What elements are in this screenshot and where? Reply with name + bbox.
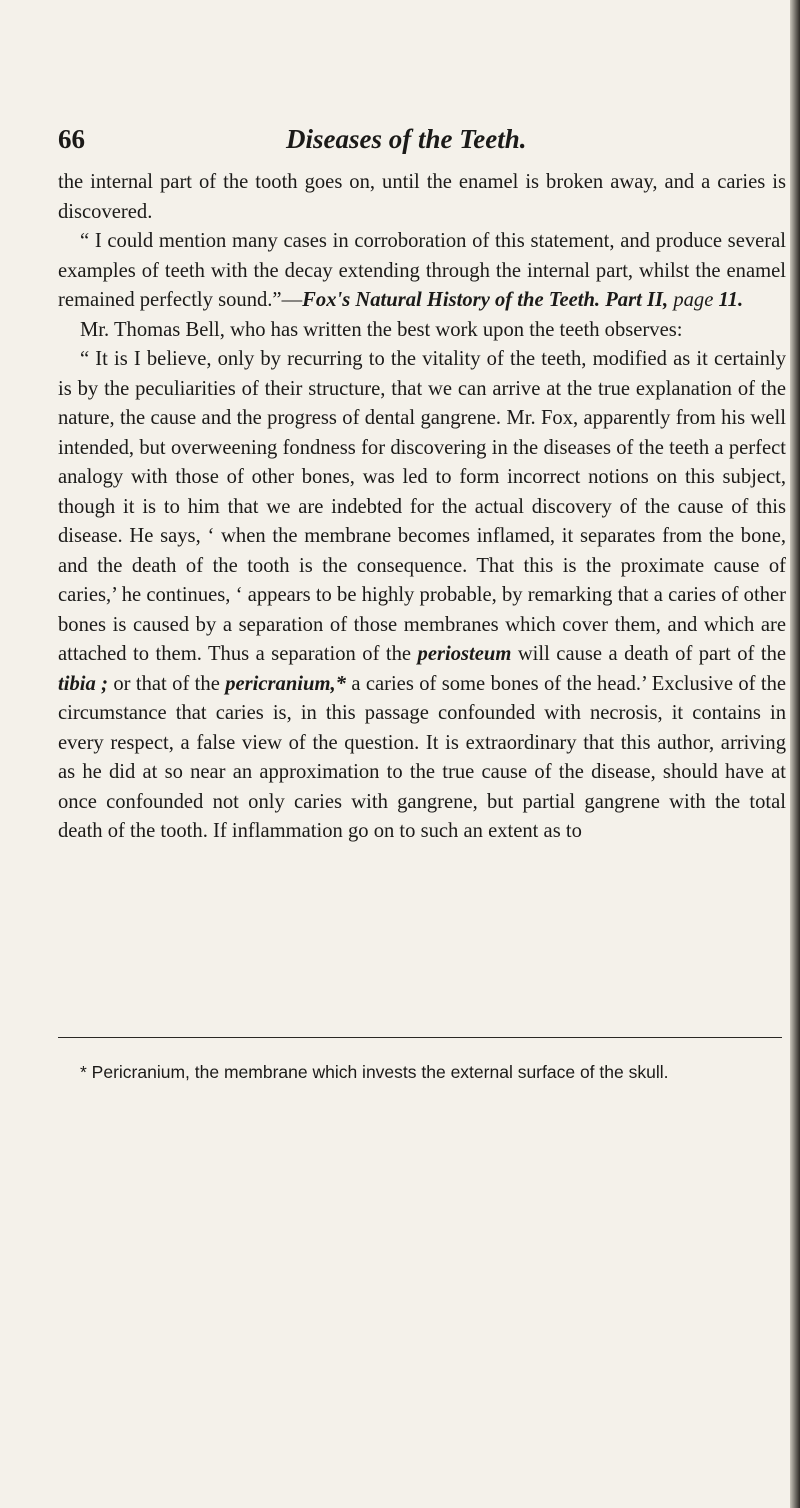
paragraph-3: Mr. Thomas Bell, who has written the best work upon the teeth observes:	[80, 318, 683, 341]
quotation-bell-c: or that of the	[113, 672, 220, 695]
term-tibia: tibia ;	[58, 672, 108, 695]
term-pericranium: pericranium,*	[225, 672, 346, 695]
body-text	[58, 168, 786, 847]
running-head	[58, 124, 786, 160]
running-title: Diseases of the Teeth.	[286, 124, 527, 154]
citation-part: II,	[646, 289, 669, 311]
quotation-bell-d: a caries of some bones of the head.’ Exclusive of the circumstance that caries is, in this passage confounded with necrosis, it contains in every respect, a false view of the question. It is extraordinary that this author, arriving as he did at so near an approximation to the true cause of the disease, should have at once confounded not only caries with gangrene, but partial gangrene with the total death of the tooth. If inflammation go on to such an extent as to	[58, 672, 787, 842]
page-number: 66	[58, 124, 85, 154]
citation-title: Fox's Natural History of the Teeth. Part	[302, 289, 642, 311]
quotation-fox: “ I could mention many cases in corroboration of this statement, and produce several examples of teeth with the decay extending through the internal part, whilst the enamel remained perfectly sound.”—	[58, 230, 786, 311]
page-edge-shadow	[790, 0, 800, 1508]
paragraph-2	[58, 227, 786, 316]
paragraph-1: the internal part of the tooth goes on, until the enamel is broken away, and a caries is discovered.	[58, 171, 786, 223]
footnote-rule	[58, 1037, 782, 1038]
citation-page-number: 11.	[718, 289, 744, 311]
term-periosteum: periosteum	[417, 643, 512, 665]
footnote: * Pericranium, the membrane which invests the external surface of the skull.	[80, 1062, 669, 1082]
quotation-bell-a: “ It is I believe, only by recurring to the vitality of the teeth, modified as it certainly is by the peculiarities of their structure, that we can arrive at the true explanation of the nature, the cause and the progress of dental gangrene. Mr. Fox, apparently from his well intended, but overweening fondness for discovering in the diseases of the teeth a perfect analogy with those of other bones, was led to form incorrect notions on this subject, though it is to him that we are indebted for the actual discovery of the cause of this disease. He says, ‘ when the membrane becomes inflamed, it separates from the bone, and the death of the tooth is the consequence. That this is the proximate cause of caries,’ he continues, ‘ appears to be highly probable, by remarking that a caries of other bones is caused by a separation of those membranes which cover them, and which are attached to them. Thus a separation of the	[58, 348, 786, 665]
quotation-bell-b: will cause a death of part of the	[517, 643, 787, 665]
citation-page-label: page	[673, 289, 714, 311]
paragraph-4	[58, 345, 786, 847]
